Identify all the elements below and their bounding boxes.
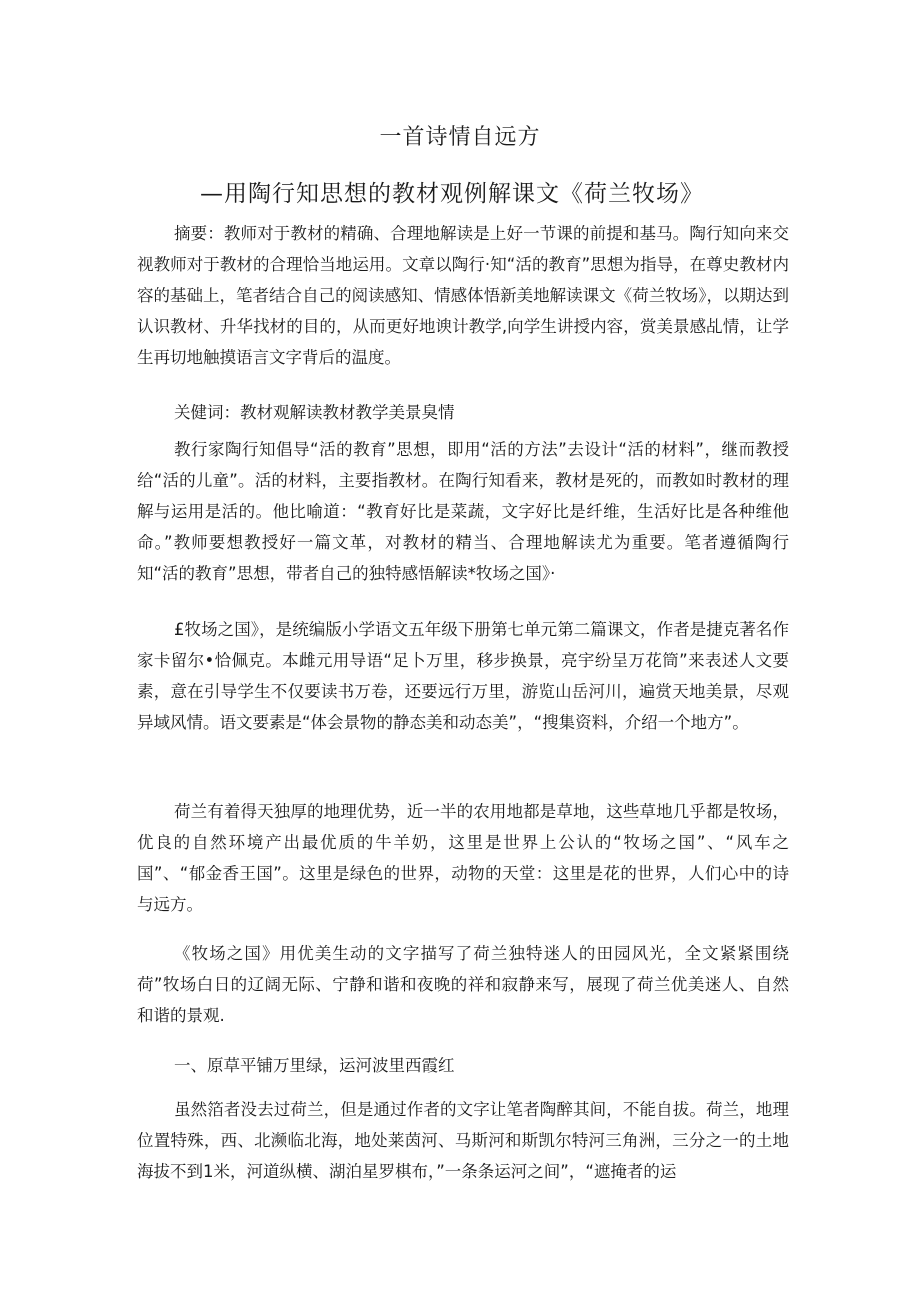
- body-paragraph: £牧场之国》，是统编版小学语文五年级下册第七单元第二篇课文，作者是捷克著名作家卡留尔•恰佩克。本雌元用导语“足卜万里，移步换景，亮宇纷呈万花筒”来表述人文要素，意在引导学生不仅要读书万卷，还要远行万里，游览山岳河川，遍赏天地美景，尽观异域风情。语文要素是“体会景物的静态美和动态美”，“搜集资料，介绍一个地方”。: [137, 620, 789, 732]
- section-paragraph: 虽然箔者没去过荷兰，但是通过作者的文字让笔者陶醉其间，不能自拔。荷兰，地理位置特殊，西、北濒临北海，地处莱茵河、马斯河和斯凯尔特河三角洲，三分之一的土地海拔不到1米，河道纵横、湖泊星罗棋布，”一条条运河之间”，“遮掩者的运: [137, 1100, 789, 1181]
- body-paragraph: 《牧场之国》用优美生动的文字描写了荷兰独特迷人的田园风光，全文紧紧围绕荷”牧场白日的辽阔无际、宁静和谐和夜晚的祥和寂静来写，展现了荷兰优美迷人、自然和谐的景观.: [137, 944, 789, 1025]
- abstract-paragraph: 摘要：教师对于教材的精确、合理地解读是上好一节课的前提和基马。陶行知向来交视教师对于教材的合理恰当地运用。文章以陶行·知“活的教育”思想为指导，在尊史教材内容的基础上，笔者结合自己的阅读感知、情感体悟新美地解读课文《荷兰牧场》，以期达到认识教材、升华找材的目的，从而更好地谀计教学,向学生讲授内容，赏美景感乩情，让学生再切地触摸语言文字背后的温度。: [137, 224, 789, 367]
- section-heading: 一、原草平铺万里绿，运河波里西霞红: [174, 1056, 455, 1075]
- page-title: 一首诗情自远方: [379, 125, 541, 150]
- page-subtitle: —用陶行知思想的教材观例解课文《荷兰牧场》: [200, 181, 704, 207]
- keywords-line: 关健词：教材观解读教材教学美景臭情: [174, 403, 455, 422]
- body-paragraph: 教行家陶行知倡导“活的教育”思想，即用“活的方法”去设计“活的材料”，继而教授给“活的儿童”。活的材料，主要指教材。在陶行知看来，教材是死的，而教如时教材的理解与运用是活的。他比喻道：“教育好比是菜蔬，文字好比是纤维，生活好比是各种维他命。”教师要想教授好一篇文革，对教材的精当、合理地解读尤为重要。笔者遵循陶行知“活的教育”思想，带者自己的独特感悟解读*牧场之国》·: [137, 440, 789, 583]
- body-paragraph: 荷兰有着得天独厚的地理优势，近一半的农用地都是草地，这些草地几乎都是牧场，优良的自然环境产出最优质的牛羊奶，这里是世界上公认的“牧场之国”、“风车之国”、“郁金香王国”。这里是绿色的世界，动物的天堂：这里是花的世界，人们心中的诗与远方。: [137, 802, 789, 914]
